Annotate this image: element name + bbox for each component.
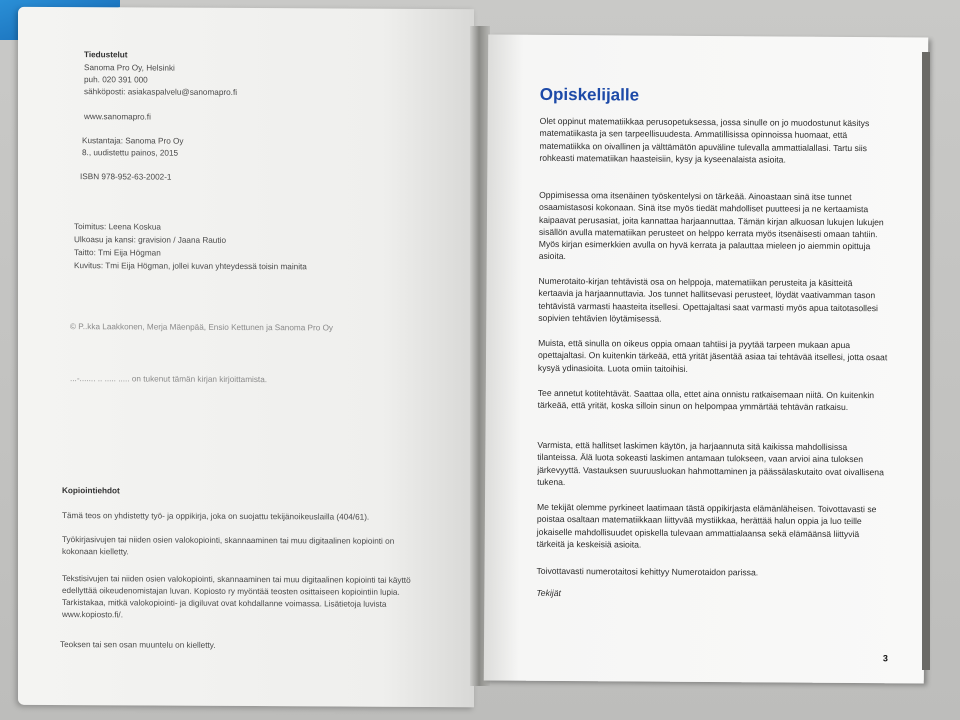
copyright-line: © P..kka Laakkonen, Merja Mäenpää, Ensio Kettunen ja Sanoma Pro Oy: [70, 322, 334, 333]
copying-paragraph: Työkirjasivujen tai niiden osien valokopiointi, skannaaminen tai muu digitaalinen kopiointi on kokonaan kielletty.: [62, 535, 395, 557]
page-title: Opiskelijalle: [539, 84, 640, 105]
body-paragraph: Tee annetut kotitehtävät. Saattaa olla, ettet aina onnistu ratkaisemaan niitä. On kuitenkin tärkeää, että yrität, koska silloin sinun on helpompaa ymmärtää tehtävän ratkaisu.: [537, 387, 875, 413]
support-note: ...-....... .. ..... ..... on tukenut tämän kirjan kirjoittamista.: [70, 374, 268, 385]
page-edge: [922, 52, 930, 670]
signature: Tekijät: [536, 587, 561, 598]
isbn: ISBN 978-952-63-2002-1: [80, 172, 172, 182]
copying-paragraph: Tekstisivujen tai niiden osien valokopiointi, skannaaminen tai muu digitaalinen kopiointi tai käyttö edellyttää oikeudenomistajan luvan. Kopiosto ry myöntää teosten osittaiseen kopiointiin lupia. Tarkistakaa, mitkä valokopiointi- ja digiluvat ovat kohdallanne voimassa. Lisätietoja luvista www.kopiosto.fi/.: [62, 574, 411, 620]
credit-line: Toimitus: Leena Koskua: [74, 222, 161, 232]
body-paragraph: Oppimisessa oma itsenäinen työskentelysi on tärkeää. Ainoastaan sinä itse tunnet osaamistasosi kokonaan. Sinä itse myös tiedät mahdolliset puutteesi ja ne kertaamista kaipaavat perusasiat, joita kannattaa harjaannuttaa. Tämän kirjan alkuosan lukujen lukujen sisällön avulla matematiikan perusteet on helppo kerrata myös itsenäisesti omaan tahtiin. Myös kirjan esimerkkien avulla on hyvä kerrata ja palauttaa mieleen jo aiemmin opittuja asioita.: [538, 189, 884, 262]
credit-line: Ulkoasu ja kansi: gravision / Jaana Rautio: [74, 235, 227, 245]
copying-paragraph: Tämä teos on yhdistetty työ- ja oppikirja, joka on suojattu tekijänoikeuslailla (404/61).: [62, 511, 370, 522]
contact-heading: Tiedustelut: [84, 50, 128, 60]
contact-line: puh. 020 391 000: [84, 75, 148, 85]
body-paragraph: Muista, että sinulla on oikeus oppia omaan tahtiisi ja pyytää tarpeen mukaan apua opettajaltasi. On kuitenkin tärkeää, että yrität jäsentää asiaa tai tehtävää itsellesi, jotta osaat kysyä ydinasioita. Luota omiin taitoihisi.: [537, 337, 888, 374]
contact-line: Sanoma Pro Oy, Helsinki: [84, 63, 175, 73]
contact-line: sähköposti: asiakaspalvelu@sanomapro.fi: [84, 87, 238, 97]
credit-line: Taitto: Tmi Eija Högman: [74, 248, 161, 258]
website-link: www.sanomapro.fi: [84, 112, 151, 122]
body-paragraph: Me tekijät olemme pyrkineet laatimaan tästä oppikirjasta elämänläheisen. Toivottavasti se poistaa osaltaan matematiikkaan liittyvää mystiikkaa, herättää halun oppia ja luo teille jokaiselle mahdollisuudet opiskella tulevaan ammattialaansa sekä elämäänsä liittyviä tärkeitä ja keskeisiä asioita.: [536, 501, 877, 550]
copying-heading: Kopiointiehdot: [62, 486, 120, 496]
publisher-line: 8., uudistettu painos, 2015: [82, 148, 179, 158]
left-page: [18, 7, 474, 707]
credit-line: Kuvitus: Tmi Eija Högman, jollei kuvan yhteydessä toisin mainita: [74, 261, 307, 272]
page-number: 3: [882, 653, 888, 664]
open-book: [18, 8, 942, 712]
body-paragraph: Varmista, että hallitset laskimen käytön, ja harjaannuta sitä kaikissa mahdollisissa tilanteissa. Älä luota sokeasti laskimen antamaan tulokseen, vaan arvioi aina tuloksen järkevyyttä. Vastauksen suuruusluokan hahmottaminen ja päässälaskutaito ovat oivallisena tukena.: [537, 439, 884, 487]
publisher-line: Kustantaja: Sanoma Pro Oy: [82, 136, 184, 146]
final-note: Teoksen tai sen osan muuntelu on kielletty.: [60, 640, 216, 650]
body-paragraph: Numerotaito-kirjan tehtävistä osa on helppoja, matematiikan perusteita ja käsitteitä kertaavia ja harjaannuttavia. Jos tunnet hallitsevasi perusteet, löydät vaativamman tason tehtävistä varmasti haasteita itsellesi. Opettajaltasi saat varmasti myös apua taitotasollesi sopivien tehtävien löytämisessä.: [538, 275, 879, 324]
right-page: [484, 34, 928, 683]
body-paragraph: Olet oppinut matematiikkaa perusopetuksessa, jossa sinulle on jo muodostunut käsitys matematiikasta ja sen tarpeellisuudesta. Ammatillisissa opinnoissa huomaat, että matematiikka on oivallinen ja välttämätön apuväline tulevalla ammattialallasi. Tartu siis rohkeasti matematiikan haasteisiin, kysy ja kyseenalaista asioita.: [539, 115, 870, 165]
body-paragraph: Toivottavasti numerotaitosi kehittyy Numerotaidon parissa.: [536, 565, 759, 578]
